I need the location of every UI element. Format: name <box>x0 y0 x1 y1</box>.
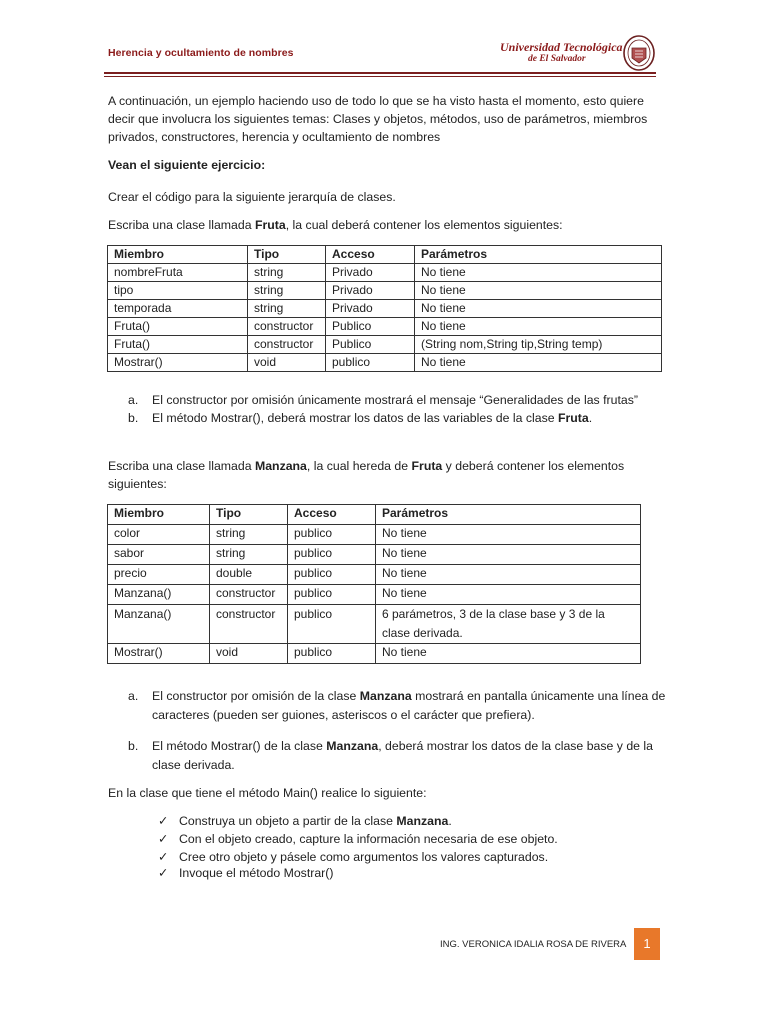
main-intro: En la clase que tiene el método Main() realice lo siguiente: <box>108 786 427 800</box>
checklist-item-3: Cree otro objeto y pásele como argumentos los valores capturados. <box>179 850 549 864</box>
cell: string <box>210 545 288 565</box>
manzana-intro-mid: , la cual hereda de <box>306 459 412 473</box>
manzana-note-b-marker: b. <box>128 739 139 753</box>
table-row <box>108 282 662 300</box>
table-row <box>108 545 641 565</box>
cell: No tiene <box>376 525 641 545</box>
fruta-note-b-marker: b. <box>128 411 139 425</box>
table-row <box>108 644 641 664</box>
fruta-note-a: El constructor por omisión únicamente mostrará el mensaje “Generalidades de las frutas” <box>152 393 638 407</box>
manzana-note-a-pre: El constructor por omisión de la clase <box>152 689 360 703</box>
manzana-note-b-class: Manzana <box>326 739 379 753</box>
cell: Privado <box>326 300 415 318</box>
cell: string <box>248 282 326 300</box>
checklist-item-1-post: . <box>448 814 452 828</box>
header-acceso: Acceso <box>326 246 415 264</box>
header-tipo: Tipo <box>210 505 288 525</box>
manzana-intro-class: Manzana <box>254 459 307 473</box>
cell: constructor <box>210 585 288 605</box>
cell: Manzana() <box>108 585 210 605</box>
exercise-heading: Vean el siguiente ejercicio: <box>108 158 266 172</box>
header-tipo: Tipo <box>248 246 326 264</box>
table-row <box>108 300 662 318</box>
checklist-item-1 <box>179 812 452 830</box>
table-row <box>108 318 662 336</box>
manzana-intro-post: y deberá contener los elementos siguientes: <box>108 459 625 491</box>
header-parametros: Parámetros <box>376 505 641 525</box>
create-text: Crear el código para la siguiente jerarquía de clases. <box>108 190 396 204</box>
cell: publico <box>288 605 376 644</box>
cell: precio <box>108 565 210 585</box>
fruta-note-b <box>152 409 672 427</box>
table-row <box>108 264 662 282</box>
cell: double <box>210 565 288 585</box>
checklist-item-4: Invoque el método Mostrar() <box>179 866 334 880</box>
manzana-intro-parent: Fruta <box>411 459 443 473</box>
cell: constructor <box>248 336 326 354</box>
cell: Fruta() <box>108 318 248 336</box>
fruta-intro-pre: Escriba una clase llamada <box>108 218 255 232</box>
cell: (String nom,String tip,String temp) <box>415 336 662 354</box>
cell: No tiene <box>376 585 641 605</box>
cell: No tiene <box>415 318 662 336</box>
cell: Mostrar() <box>108 354 248 372</box>
cell: string <box>248 300 326 318</box>
cell: publico <box>288 545 376 565</box>
cell: color <box>108 525 210 545</box>
check-icon: ✓ <box>158 832 169 846</box>
checklist-item-1-class: Manzana <box>396 814 449 828</box>
table-row <box>108 565 641 585</box>
header-parametros: Parámetros <box>415 246 662 264</box>
header-acceso: Acceso <box>288 505 376 525</box>
cell: No tiene <box>376 565 641 585</box>
cell: Mostrar() <box>108 644 210 664</box>
fruta-intro <box>108 216 668 234</box>
cell: Privado <box>326 282 415 300</box>
fruta-intro-class: Fruta <box>254 218 286 232</box>
cell: void <box>248 354 326 372</box>
header-title: Herencia y ocultamiento de nombres <box>108 47 294 59</box>
cell: Privado <box>326 264 415 282</box>
cell: 6 parámetros, 3 de la clase base y 3 de la clase derivada. <box>376 605 641 644</box>
cell: tipo <box>108 282 248 300</box>
cell: No tiene <box>415 354 662 372</box>
header-miembro: Miembro <box>108 505 210 525</box>
cell: constructor <box>210 605 288 644</box>
check-icon: ✓ <box>158 866 169 880</box>
table-header-row <box>108 246 662 264</box>
manzana-note-a <box>152 687 672 725</box>
page-number: 1 <box>634 928 660 960</box>
cell: No tiene <box>415 264 662 282</box>
cell: No tiene <box>415 300 662 318</box>
header-rule <box>104 72 656 74</box>
table-row <box>108 605 641 644</box>
checklist-item-2: Con el objeto creado, capture la información necesaria de ese objeto. <box>179 832 558 846</box>
header-miembro: Miembro <box>108 246 248 264</box>
cell: string <box>248 264 326 282</box>
cell: publico <box>288 525 376 545</box>
fruta-intro-post: , la cual deberá contener los elementos siguientes: <box>285 218 563 232</box>
manzana-note-b <box>152 737 672 775</box>
fruta-table <box>107 245 662 372</box>
manzana-note-a-marker: a. <box>128 689 139 703</box>
manzana-intro-pre: Escriba una clase llamada <box>108 459 255 473</box>
cell: publico <box>288 565 376 585</box>
cell: string <box>210 525 288 545</box>
table-row <box>108 585 641 605</box>
fruta-note-a-marker: a. <box>128 393 139 407</box>
cell: nombreFruta <box>108 264 248 282</box>
fruta-note-b-post: . <box>588 411 593 425</box>
cell: Publico <box>326 336 415 354</box>
cell: temporada <box>108 300 248 318</box>
cell: constructor <box>248 318 326 336</box>
cell: publico <box>288 644 376 664</box>
table-row <box>108 525 641 545</box>
cell: publico <box>326 354 415 372</box>
check-icon: ✓ <box>158 814 169 828</box>
cell: No tiene <box>376 545 641 565</box>
table-row <box>108 336 662 354</box>
manzana-table <box>107 504 641 664</box>
intro-paragraph: A continuación, un ejemplo haciendo uso de todo lo que se ha visto hasta el momento, esto quiere decir que involucra los siguientes temas: Clases y objetos, métodos, uso de parámetros, miembros privados, constructores, herencia y ocultamiento de nombres <box>108 94 648 144</box>
university-seal-icon <box>622 34 656 72</box>
cell: Fruta() <box>108 336 248 354</box>
cell: Publico <box>326 318 415 336</box>
manzana-note-b-post: , deberá mostrar los datos de la clase base y de la clase derivada. <box>152 739 654 772</box>
fruta-note-b-pre: El método Mostrar(), deberá mostrar los datos de las variables de la clase <box>152 411 558 425</box>
cell: No tiene <box>415 282 662 300</box>
table-row <box>108 354 662 372</box>
manzana-note-b-pre: El método Mostrar() de la clase <box>152 739 327 753</box>
manzana-intro <box>108 457 668 493</box>
cell: Manzana() <box>108 605 210 644</box>
fruta-note-b-class: Fruta <box>557 411 589 425</box>
logo-line-1: Universidad Tecnológica <box>500 40 623 54</box>
footer-author: ING. VERONICA IDALIA ROSA DE RIVERA <box>440 939 627 950</box>
cell: No tiene <box>376 644 641 664</box>
manzana-note-a-post: mostrará en pantalla únicamente una línea de caracteres (pueden ser guiones, asteriscos o el carácter que prefiera). <box>152 689 666 722</box>
table-header-row <box>108 505 641 525</box>
cell: void <box>210 644 288 664</box>
logo-line-2: de El Salvador <box>528 54 586 64</box>
checklist-item-1-pre: Construya un objeto a partir de la clase <box>179 814 397 828</box>
check-icon: ✓ <box>158 850 169 864</box>
manzana-note-a-class: Manzana <box>359 689 412 703</box>
cell: sabor <box>108 545 210 565</box>
cell: publico <box>288 585 376 605</box>
header-rule-thin <box>104 76 656 77</box>
